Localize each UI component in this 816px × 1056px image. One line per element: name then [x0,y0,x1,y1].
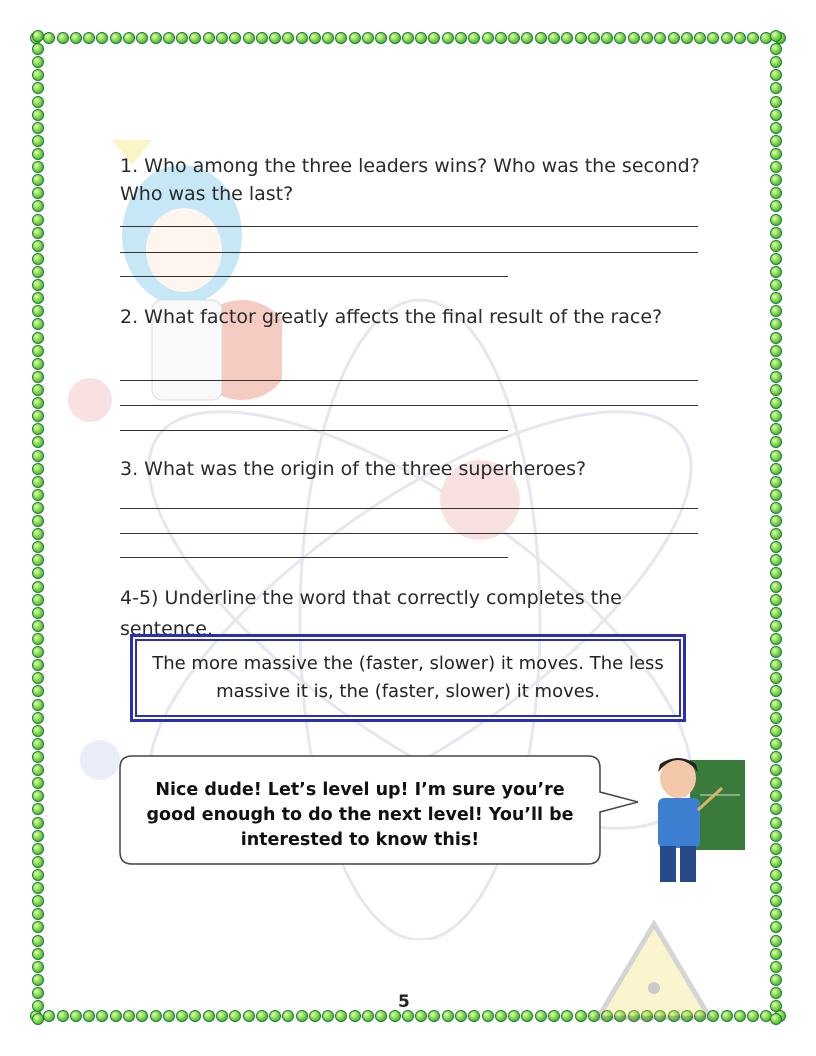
border-bead [32,109,44,121]
border-bead [770,292,782,304]
border-bead [770,699,782,711]
border-bead [32,332,44,344]
border-bead [770,987,782,999]
border-bead [32,279,44,291]
border-bead [282,1010,294,1022]
answer-line[interactable] [120,430,508,431]
question-1: 1. Who among the three leaders wins? Who was the second? Who was the last? [120,155,700,205]
border-bead [770,869,782,881]
border-bead [747,1010,759,1022]
border-bead [296,32,308,44]
border-bead [32,358,44,370]
border-bead [770,620,782,632]
border-bead [32,30,44,42]
answer-line[interactable] [120,557,508,558]
border-bead [269,1010,281,1022]
border-bead [770,935,782,947]
border-bead [548,1010,560,1022]
border-bead [770,790,782,802]
border-bead [32,830,44,842]
border-bead [32,43,44,55]
border-bead [32,777,44,789]
border-bead [770,908,782,920]
question-3: 3. What was the origin of the three superheroes? [120,458,587,480]
border-bead [123,32,135,44]
border-bead [32,135,44,147]
border-bead [668,32,680,44]
border-bead [770,738,782,750]
border-bead [32,69,44,81]
border-bead [123,1010,135,1022]
border-bead [770,200,782,212]
border-bead [96,32,108,44]
border-bead [770,174,782,186]
border-bead [770,554,782,566]
border-bead [770,397,782,409]
border-bead [32,253,44,265]
border-bead [32,659,44,671]
border-bead [734,32,746,44]
border-bead [681,32,693,44]
border-bead [770,109,782,121]
border-bead [189,32,201,44]
border-bead [508,32,520,44]
border-bead [770,56,782,68]
border-bead [770,253,782,265]
border-bead [32,567,44,579]
border-bead [588,32,600,44]
border-bead [770,489,782,501]
border-bead [57,1010,69,1022]
border-bead [561,1010,573,1022]
border-bead [32,869,44,881]
border-bead [349,1010,361,1022]
border-bead [770,227,782,239]
border-bead [770,803,782,815]
border-bead [770,672,782,684]
border-bead [32,751,44,763]
border-bead [32,187,44,199]
border-bead [296,1010,308,1022]
border-bead [83,32,95,44]
border-bead [770,567,782,579]
border-bead [32,1013,44,1025]
border-bead [561,32,573,44]
border-bead [32,581,44,593]
border-bead [495,32,507,44]
border-bead [32,489,44,501]
border-bead [32,620,44,632]
border-bead [770,1013,782,1025]
border-bead [442,1010,454,1022]
page-border-right [770,30,784,1026]
border-bead [32,476,44,488]
border-bead [770,1000,782,1012]
border-bead [32,174,44,186]
border-bead [770,214,782,226]
border-bead [770,948,782,960]
border-bead [747,32,759,44]
border-bead [770,843,782,855]
border-bead [770,30,782,42]
border-bead [770,371,782,383]
border-bead [203,1010,215,1022]
border-bead [32,463,44,475]
border-bead [32,345,44,357]
border-bead [770,856,782,868]
border-bead [770,817,782,829]
border-bead [770,974,782,986]
sentence-text: The more massive the (faster, slower) it moves. The less massive it is, the (faster, slower) it moves. [152,653,664,702]
border-bead [770,122,782,134]
border-bead [654,32,666,44]
page-border-top [30,32,786,46]
border-bead [32,764,44,776]
border-bead [770,659,782,671]
border-bead [163,1010,175,1022]
border-bead [335,32,347,44]
border-bead [770,725,782,737]
border-bead [32,161,44,173]
border-bead [442,32,454,44]
border-bead [32,817,44,829]
border-bead [770,463,782,475]
border-bead [770,476,782,488]
border-bead [32,790,44,802]
border-bead [770,921,782,933]
border-bead [707,32,719,44]
border-bead [32,305,44,317]
border-bead [32,935,44,947]
border-bead [415,32,427,44]
border-bead [256,1010,268,1022]
border-bead [163,32,175,44]
answer-line[interactable] [120,276,508,277]
border-bead [734,1010,746,1022]
border-bead [521,1010,533,1022]
border-bead [770,266,782,278]
border-bead [468,32,480,44]
border-bead [32,908,44,920]
border-bead [32,214,44,226]
border-bead [770,502,782,514]
border-bead [770,384,782,396]
speech-bubble-text: Nice dude! Let’s level up! I’m sure you’re good enough to do the next level! You’ll be interested to know this! [146,780,574,850]
border-bead [136,1010,148,1022]
border-bead [269,32,281,44]
border-bead [32,528,44,540]
border-bead [32,410,44,422]
border-bead [548,32,560,44]
border-bead [32,122,44,134]
border-bead [770,777,782,789]
border-bead [770,685,782,697]
border-bead [32,725,44,737]
radiation-icon [594,920,714,1020]
border-bead [32,699,44,711]
border-bead [455,32,467,44]
border-bead [282,32,294,44]
border-bead [229,32,241,44]
border-bead [402,32,414,44]
border-bead [32,148,44,160]
border-bead [770,43,782,55]
border-bead [349,32,361,44]
border-bead [32,240,44,252]
border-bead [495,1010,507,1022]
border-bead [32,292,44,304]
border-bead [32,895,44,907]
border-bead [770,332,782,344]
border-bead [32,82,44,94]
border-bead [32,318,44,330]
page-border-left [32,30,46,1026]
border-bead [770,423,782,435]
border-bead [309,32,321,44]
border-bead [389,32,401,44]
border-bead [110,32,122,44]
border-bead [32,594,44,606]
border-bead [322,32,334,44]
border-bead [32,685,44,697]
border-bead [362,32,374,44]
border-bead [150,1010,162,1022]
border-bead [770,882,782,894]
border-bead [375,32,387,44]
border-bead [96,1010,108,1022]
border-bead [575,1010,587,1022]
border-bead [575,32,587,44]
border-bead [482,1010,494,1022]
border-bead [770,961,782,973]
border-bead [770,436,782,448]
border-bead [32,515,44,527]
border-bead [32,961,44,973]
border-bead [770,69,782,81]
border-bead [770,318,782,330]
border-bead [770,345,782,357]
border-bead [32,672,44,684]
border-bead [770,751,782,763]
border-bead [309,1010,321,1022]
border-bead [721,1010,733,1022]
border-bead [32,921,44,933]
border-bead [601,32,613,44]
question-4-5: 4-5) Underline the word that correctly completes the sentence. [120,587,622,640]
border-bead [614,32,626,44]
border-bead [32,646,44,658]
border-bead [770,528,782,540]
border-bead [32,56,44,68]
border-bead [32,974,44,986]
border-bead [32,803,44,815]
border-bead [203,32,215,44]
border-bead [32,397,44,409]
teacher-illustration [640,750,750,890]
border-bead [176,1010,188,1022]
border-bead [32,882,44,894]
answer-line[interactable] [120,226,698,227]
border-bead [176,32,188,44]
border-bead [110,1010,122,1022]
border-bead [32,450,44,462]
border-bead [32,948,44,960]
answer-line[interactable] [120,508,698,509]
border-bead [468,1010,480,1022]
border-bead [322,1010,334,1022]
border-bead [32,1000,44,1012]
border-bead [770,646,782,658]
border-bead [770,895,782,907]
border-bead [32,843,44,855]
border-bead [243,32,255,44]
border-bead [770,764,782,776]
border-bead [32,436,44,448]
border-bead [770,305,782,317]
border-bead [32,541,44,553]
border-bead [32,633,44,645]
border-bead [32,96,44,108]
border-bead [770,541,782,553]
answer-line[interactable] [120,533,698,534]
answer-line[interactable] [120,380,698,381]
border-bead [375,1010,387,1022]
border-bead [428,32,440,44]
border-bead [243,1010,255,1022]
border-bead [83,1010,95,1022]
border-bead [428,1010,440,1022]
border-bead [770,161,782,173]
border-bead [150,32,162,44]
border-bead [70,32,82,44]
border-bead [32,554,44,566]
border-bead [32,384,44,396]
border-bead [770,712,782,724]
border-bead [770,240,782,252]
border-bead [770,279,782,291]
border-bead [256,32,268,44]
border-bead [32,856,44,868]
answer-line[interactable] [120,252,698,253]
border-bead [521,32,533,44]
border-bead [189,1010,201,1022]
border-bead [770,607,782,619]
border-bead [770,187,782,199]
border-bead [32,200,44,212]
border-bead [362,1010,374,1022]
border-bead [32,738,44,750]
border-bead [770,830,782,842]
border-bead [482,32,494,44]
border-bead [32,371,44,383]
border-bead [535,1010,547,1022]
question-2: 2. What factor greatly affects the final result of the race? [120,306,663,328]
border-bead [508,1010,520,1022]
page-number: 5 [398,992,410,1012]
border-bead [335,1010,347,1022]
border-bead [694,32,706,44]
sentence-box [130,634,686,722]
border-bead [32,266,44,278]
border-bead [216,1010,228,1022]
border-bead [770,410,782,422]
border-bead [229,1010,241,1022]
border-bead [641,32,653,44]
border-bead [770,515,782,527]
border-bead [415,1010,427,1022]
border-bead [136,32,148,44]
border-bead [770,581,782,593]
answer-line[interactable] [120,405,698,406]
border-bead [32,607,44,619]
border-bead [216,32,228,44]
border-bead [32,987,44,999]
border-bead [770,148,782,160]
border-bead [770,82,782,94]
border-bead [32,423,44,435]
border-bead [455,1010,467,1022]
border-bead [770,96,782,108]
border-bead [770,594,782,606]
border-bead [770,135,782,147]
border-bead [770,358,782,370]
border-bead [535,32,547,44]
border-bead [721,32,733,44]
border-bead [770,633,782,645]
border-bead [628,32,640,44]
border-bead [32,227,44,239]
border-bead [770,450,782,462]
border-bead [32,502,44,514]
border-bead [57,32,69,44]
border-bead [70,1010,82,1022]
border-bead [32,712,44,724]
